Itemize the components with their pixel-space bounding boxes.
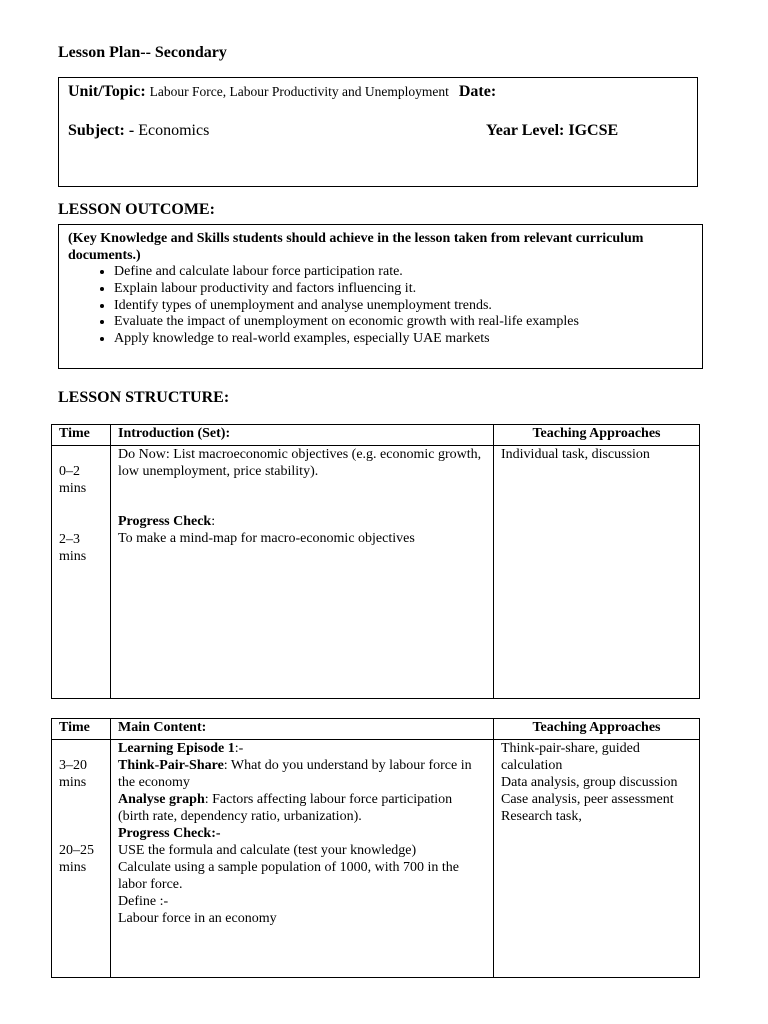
unit-topic-value: Labour Force, Labour Productivity and Unemployment: [149, 84, 449, 99]
document-title: Lesson Plan-- Secondary: [58, 44, 227, 61]
date-label: Date:: [458, 83, 497, 100]
formula-line: USE the formula and calculate (test your knowledge): [118, 843, 417, 858]
header-box: [58, 77, 698, 187]
do-now-text: Do Now: List macroeconomic objectives (e.g. economic growth, low unemployment, price stability).: [118, 447, 482, 479]
year-level-label: Year Level: IGCSE: [486, 122, 619, 139]
main-col-time: Time: [52, 719, 111, 740]
main-approach-2: Data analysis, group discussion: [501, 775, 678, 790]
main-progress-label: Progress Check: [118, 826, 212, 841]
main-time-1: 3–20 mins: [59, 758, 87, 790]
outcome-intro: (Key Knowledge and Skills students should achieve in the lesson taken from relevant curriculum documents.): [68, 231, 644, 263]
analyse-graph-label: Analyse graph: [118, 792, 205, 807]
intro-content-cell: [111, 446, 494, 699]
main-content-cell: [111, 740, 494, 978]
outcome-item: • Define and calculate labour force participation rate.: [114, 264, 693, 281]
main-col-approach: Teaching Approaches: [494, 719, 700, 740]
subject-label: Subject: -: [68, 122, 135, 139]
outcome-item: • Explain labour productivity and factors influencing it.: [114, 281, 693, 298]
main-approach-3: Case analysis, peer assessment: [501, 792, 674, 807]
unit-topic-label: Unit/Topic:: [68, 83, 146, 100]
outcome-item: • Apply knowledge to real-world examples, especially UAE markets: [114, 331, 693, 348]
intro-col-approach: Teaching Approaches: [494, 425, 700, 446]
main-approach-1: Think-pair-share, guided calculation: [501, 741, 640, 773]
analyse-graph: Analyse graph: Factors affecting labour force participation (birth rate, dependency ratio, urbanization).: [118, 792, 453, 824]
learning-episode: Learning Episode 1:-: [118, 741, 244, 756]
intro-time-2: 2–3 mins: [59, 532, 87, 564]
lesson-structure-heading: LESSON STRUCTURE:: [58, 389, 230, 406]
subject-row: [68, 122, 209, 140]
main-progress-check: Progress Check:-: [118, 826, 221, 841]
intro-approach-text: Individual task, discussion: [501, 447, 650, 462]
main-time-2: 20–25 mins: [59, 843, 94, 875]
think-pair-share: Think-Pair-Share: What do you understand by labour force in the economy: [118, 758, 472, 790]
calculate-line: Calculate using a sample population of 1000, with 700 in the labor force.: [118, 860, 459, 892]
intro-progress-label: Progress Check: [118, 514, 212, 529]
subject-value: Economics: [138, 122, 210, 139]
labour-force-line: Labour force in an economy: [118, 911, 277, 926]
introduction-table: [51, 424, 700, 699]
outcome-list: [68, 264, 693, 348]
outcome-item: • Identify types of unemployment and analyse unemployment trends.: [114, 298, 693, 315]
define-line: Define :-: [118, 894, 169, 909]
intro-progress-check: Progress Check:: [118, 514, 216, 529]
think-pair-share-label: Think-Pair-Share: [118, 758, 224, 773]
outcome-item: • Evaluate the impact of unemployment on economic growth with real-life examples: [114, 314, 693, 331]
intro-approach-cell: [494, 446, 700, 699]
intro-time-1: 0–2 mins: [59, 464, 87, 496]
main-col-content: Main Content:: [111, 719, 494, 740]
intro-time-cell: [52, 446, 111, 699]
main-approach-cell: [494, 740, 700, 978]
intro-progress-text: To make a mind-map for macro-economic objectives: [118, 531, 415, 546]
lesson-outcome-box: [58, 224, 703, 369]
main-content-table: [51, 718, 700, 978]
lesson-outcome-heading: LESSON OUTCOME:: [58, 201, 215, 218]
main-approach-4: Research task,: [501, 809, 582, 824]
main-time-cell: [52, 740, 111, 978]
learning-episode-label: Learning Episode 1: [118, 741, 235, 756]
unit-topic-row: [68, 83, 496, 101]
intro-col-content: Introduction (Set):: [111, 425, 494, 446]
intro-col-time: Time: [52, 425, 111, 446]
